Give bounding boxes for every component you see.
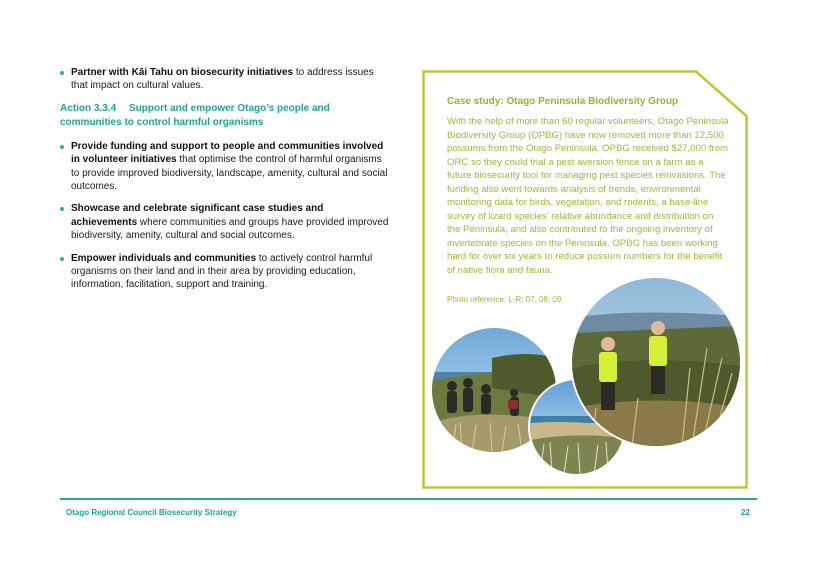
- bullet-bold: Provide funding and support to people and communities involved in volunteer initiatives: [71, 140, 384, 166]
- bullet-text: where communities and groups have provided improved biodiversity, amenity, cultural and social outcomes.: [71, 216, 389, 242]
- bullet-dot: [60, 71, 64, 75]
- bullet-item: [60, 202, 390, 242]
- photo-reference: Photo reference: L-R: 07, 08, 09: [447, 295, 562, 304]
- bullet-dot: [60, 207, 64, 211]
- case-study-title: Case study: Otago Peninsula Biodiversity Group: [447, 96, 679, 107]
- bullet-bold: Partner with Kāi Tahu on biosecurity initiatives: [71, 67, 294, 78]
- footer-rule: [60, 498, 757, 500]
- case-study-box: [422, 70, 748, 489]
- bullet-list-top: [60, 66, 390, 93]
- bullet-item: [60, 66, 390, 93]
- bullet-text: to actively control harmful organisms on their land and in their area by providing education, information, facilitation, support and training.: [71, 252, 373, 291]
- action-title: Support and empower Otago’s people and communities to control harmful organisms: [60, 102, 330, 128]
- photo-hivis-volunteers: [570, 276, 742, 448]
- bullet-dot: [60, 145, 64, 149]
- footer-title: Otago Regional Council Biosecurity Strategy: [66, 508, 237, 517]
- bullet-bold: Empower individuals and communities: [71, 252, 257, 264]
- page-number: 22: [741, 508, 750, 517]
- action-heading: [60, 102, 390, 130]
- left-column: [60, 66, 390, 301]
- bullet-text: to address issues that impact on cultural values.: [71, 67, 374, 92]
- bullet-item: [60, 252, 390, 292]
- bullet-bold: Showcase and celebrate significant case studies and achievements: [71, 203, 324, 228]
- case-study-body: With the help of more than 60 regular volunteers, Otago Peninsula Biodiversity Group (OPBG) have now removed more than 12,500 possums from the Otago Peninsula. OPBG received $27,000 from ORC so they could trial a pest aversion fence on a farm as a future biosecurity tool for managing pest species reinvasions. The funding also went towards analysis of trends, environmental monitoring data for birds, vegetation, and rodents, a base-line survey of lizard species’ relative abundance and distribution on the Peninsula, and also contributed to the ongoing inventory of invertebrate species on the Peninsula. OPBG has been working hard for over six years to reduce possum numbers for the benefit of native flora and fauna.: [447, 116, 729, 276]
- bullet-text: that optimise the control of harmful organisms to provide improved biodiversity, landscape, amenity, cultural and social outcomes.: [71, 154, 388, 193]
- bullet-item: [60, 140, 390, 194]
- bullet-list-actions: [60, 140, 390, 292]
- action-number: Action 3.3.4: [60, 102, 117, 114]
- bullet-dot: [60, 257, 64, 261]
